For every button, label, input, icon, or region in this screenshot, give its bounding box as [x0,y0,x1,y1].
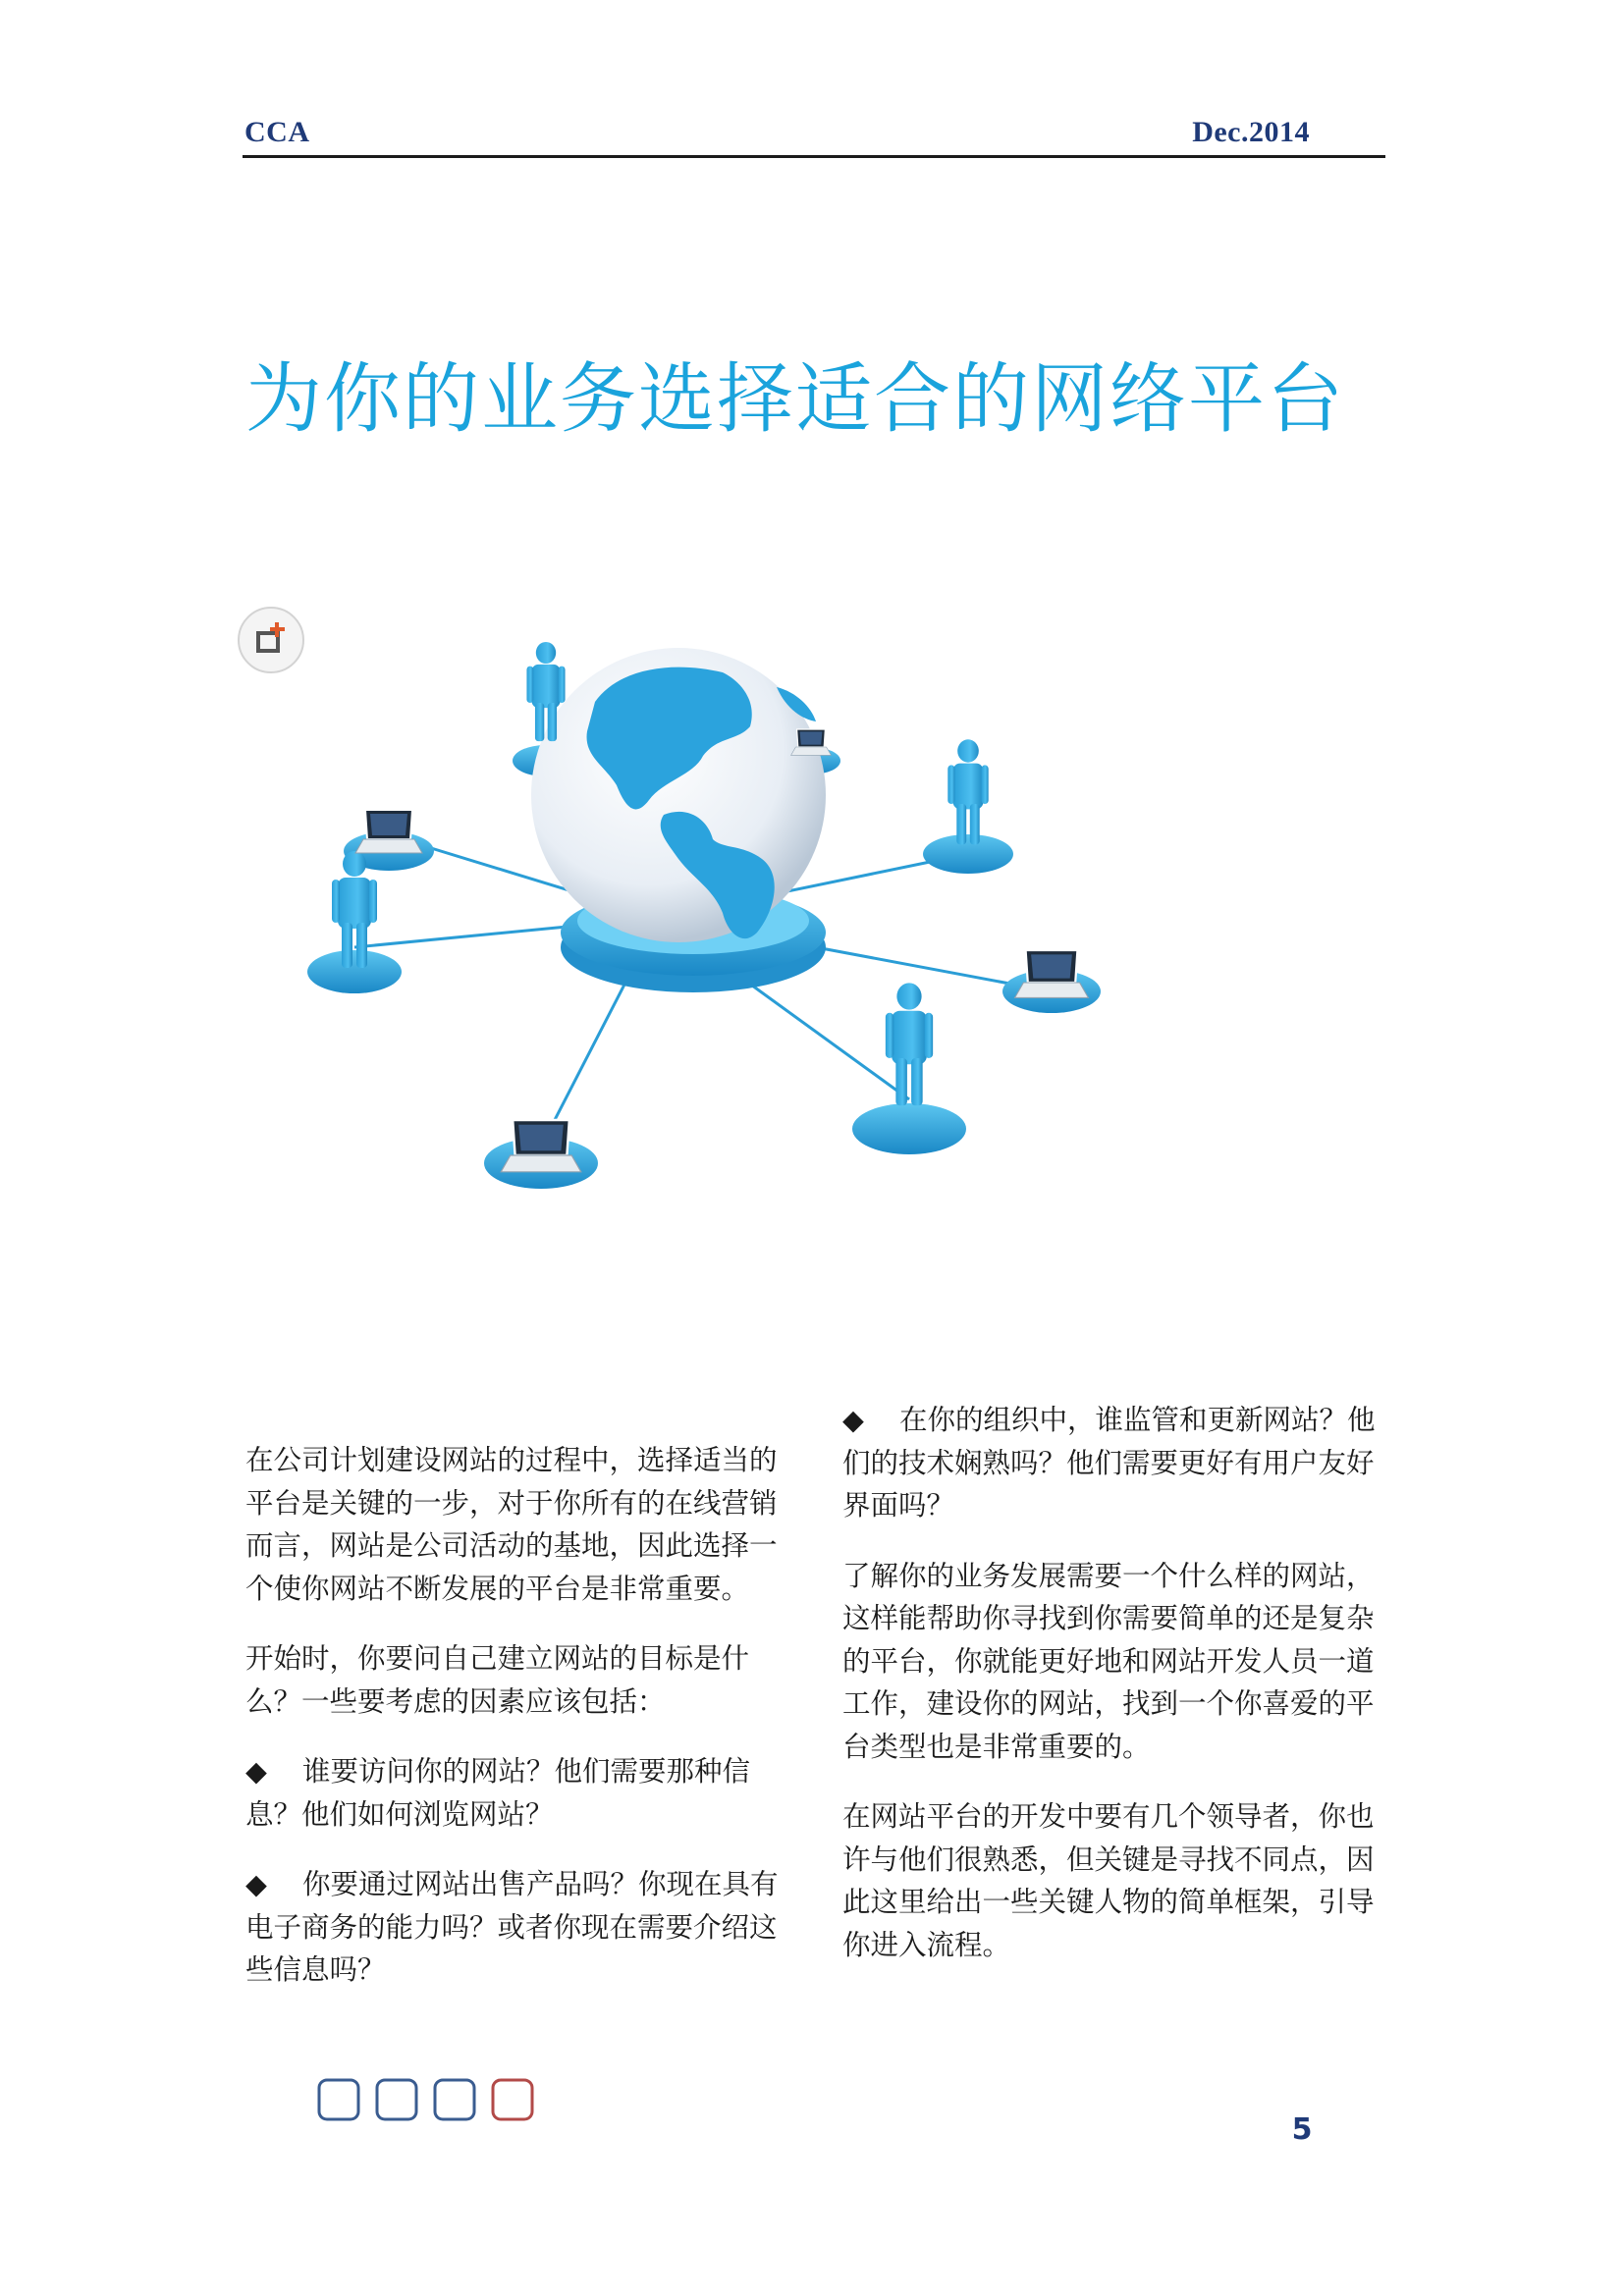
text-line: 电子商务的能力吗？或者你现在需要介绍这 [245,1910,778,1944]
paragraph-intro [245,1439,795,1610]
header-publication: CCA [244,116,310,148]
paragraph-business-needs [842,1555,1392,1769]
text-line: 个使你网站不断发展的平台是非常重要。 [245,1572,750,1605]
diamond-bullet-icon: ◆ [842,1404,864,1436]
text-line: 的平台，你就能更好地和网站开发人员一道 [842,1644,1375,1678]
header-date: Dec.2014 [1192,116,1310,148]
text-line: 你进入流程。 [842,1928,1011,1961]
text-column-left [245,1439,795,1992]
page-number: 5 [1291,2112,1313,2147]
diamond-bullet-icon: ◆ [245,1868,267,1900]
text-line: 而言，网站是公司活动的基地，因此选择一 [245,1529,778,1562]
text-line: 你要通过网站出售产品吗？你现在具有 [302,1868,779,1900]
decorative-boxes [316,2077,542,2124]
bullet-item [245,1863,795,1992]
text-line: 谁要访问你的网站？他们需要那种信 [302,1755,751,1788]
text-line: 平台是关键的一步，对于你所有的在线营销 [245,1486,778,1520]
text-line: 此这里给出一些关键人物的简单框架，引导 [842,1886,1375,1918]
bullet-item [842,1399,1392,1527]
text-line: 在你的组织中，谁监管和更新网站？他 [899,1404,1376,1436]
text-line: 息？他们如何浏览网站？ [245,1797,554,1831]
diamond-bullet-icon: ◆ [245,1755,267,1788]
text-line: 么？一些要考虑的因素应该包括： [245,1684,666,1718]
page-title: 为你的业务选择适合的网络平台 [245,355,1346,444]
add-note-icon [239,608,303,672]
text-line: 界面吗？ [842,1489,955,1522]
page-header [243,116,1385,159]
paragraph-leaders [842,1795,1392,1966]
text-line: 些信息吗？ [245,1953,386,1986]
text-column-right [842,1399,1392,1966]
text-line: 在公司计划建设网站的过程中，选择适当的 [245,1444,778,1476]
globe-network-icon [531,648,826,992]
text-line: 这样能帮助你寻找到你需要简单的还是复杂 [842,1602,1375,1634]
bullet-item [245,1750,795,1836]
text-line: 们的技术娴熟吗？他们需要更好有用户友好 [842,1446,1375,1479]
text-line: 工作，建设你的网站，找到一个你喜爱的平 [842,1687,1375,1720]
text-line: 在网站平台的开发中要有几个领导者，你也 [842,1800,1375,1833]
text-line: 开始时，你要问自己建立网站的目标是什 [245,1642,750,1675]
text-line: 许与他们很熟悉，但关键是寻找不同点，因 [842,1842,1375,1876]
paragraph-questions [245,1637,795,1723]
network-illustration [232,594,1149,1222]
text-line: 了解你的业务发展需要一个什么样的网站， [842,1559,1375,1592]
header-rule [243,155,1385,158]
text-line: 台类型也是非常重要的。 [842,1730,1151,1763]
